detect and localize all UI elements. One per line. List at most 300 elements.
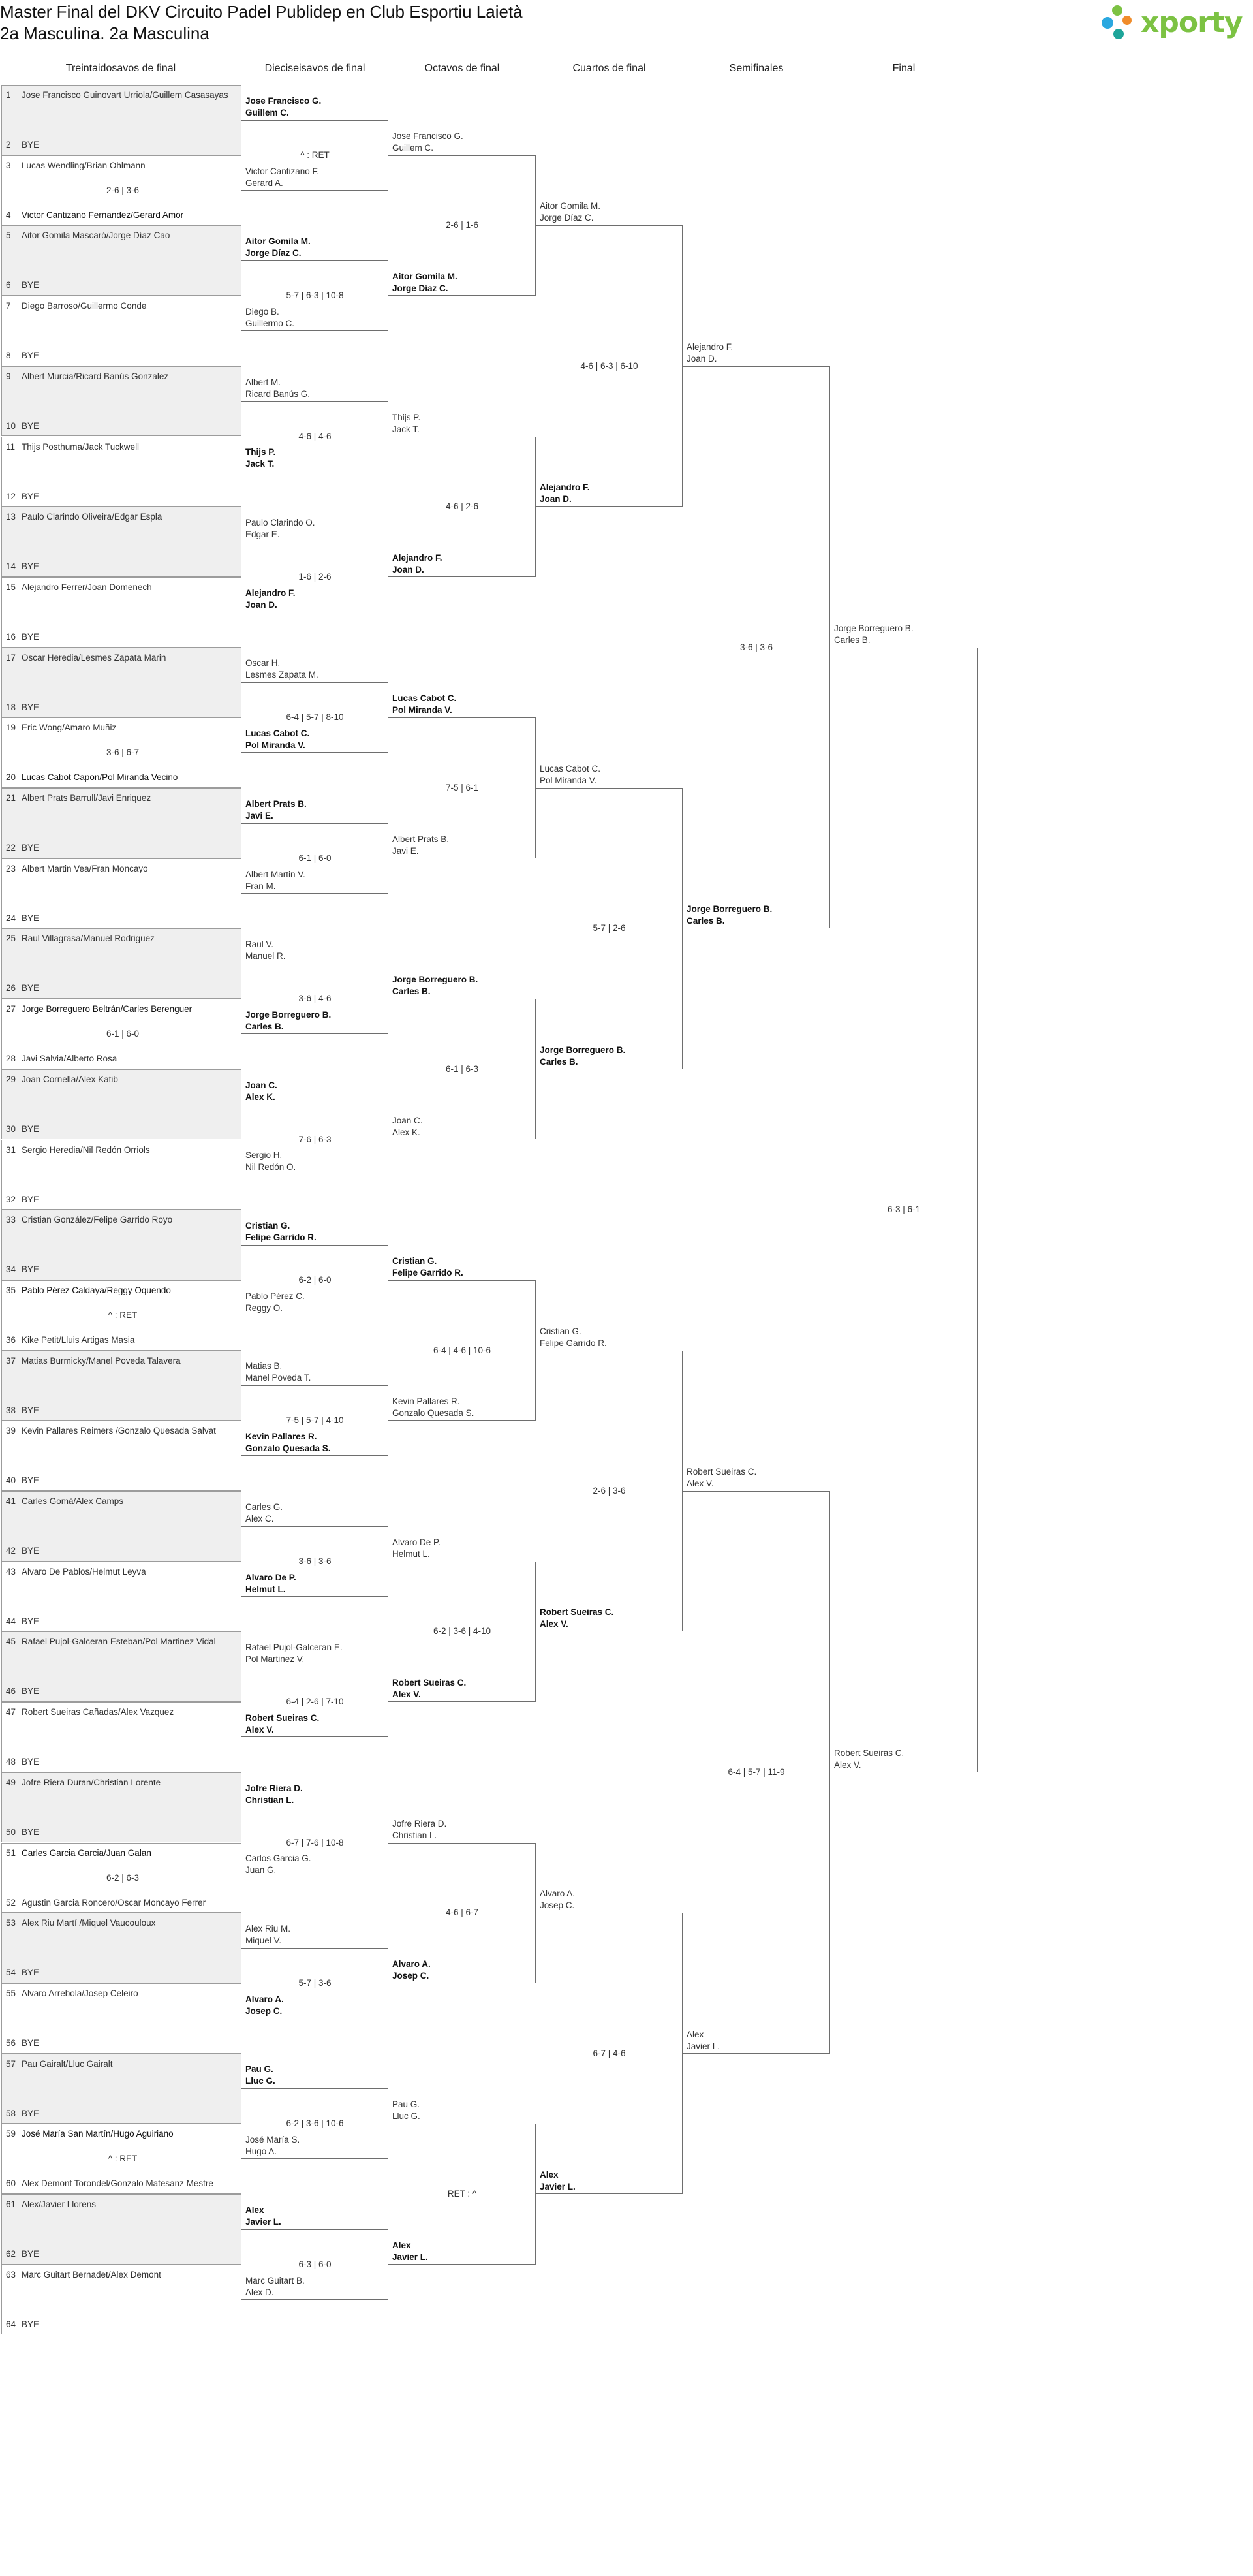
player-name[interactable]: Joan D. <box>687 353 717 364</box>
r32-match <box>1 1421 241 1491</box>
player-name[interactable]: Albert M. <box>245 377 281 387</box>
team-name[interactable]: Cristian González/Felipe Garrido Royo <box>22 1215 173 1225</box>
player-name[interactable]: Jorge Borreguero B. <box>392 975 478 985</box>
player-name[interactable]: Jack T. <box>392 424 420 434</box>
match-score: 3-6 | 3-6 <box>739 642 773 652</box>
match-score: 6-7 | 4-6 <box>593 2048 626 2058</box>
player-name[interactable]: Jorge Díaz C. <box>392 283 448 294</box>
seed-number: 35 <box>6 1285 16 1295</box>
match-score: 7-6 | 6-3 <box>298 1134 332 1144</box>
seed-number: 58 <box>6 2108 16 2118</box>
r32-match <box>1 296 241 366</box>
team-name[interactable]: José María San Martín/Hugo Aguiriano <box>22 2129 174 2139</box>
seed-number: 28 <box>6 1054 16 1064</box>
team-name[interactable]: Alvaro De Pablos/Helmut Leyva <box>22 1566 146 1577</box>
player-name[interactable]: Lluc G. <box>245 2076 275 2086</box>
player-name[interactable]: Jorge Díaz C. <box>540 213 594 223</box>
seed-number: 32 <box>6 1194 16 1204</box>
player-name[interactable]: Carles B. <box>540 1056 578 1067</box>
seed-number: 42 <box>6 1546 16 1556</box>
r32-match <box>1 1491 241 1562</box>
seed-number: 60 <box>6 2178 16 2189</box>
seed-number: 2 <box>6 140 11 149</box>
team-name[interactable]: BYE <box>22 702 40 712</box>
team-name[interactable]: BYE <box>22 1475 40 1486</box>
player-name[interactable]: Josep C. <box>392 1970 429 1981</box>
page-title: Master Final del DKV Circuito Padel Publidep en Club Esportiu Laietà <box>0 2 523 22</box>
player-name[interactable]: Alex V. <box>245 1724 274 1735</box>
player-name[interactable]: Javier L. <box>392 2252 428 2262</box>
player-name[interactable]: Miquel V. <box>245 1936 282 1946</box>
player-name[interactable]: Manuel R. <box>245 951 286 962</box>
team-name[interactable]: BYE <box>22 2108 40 2118</box>
seed-number: 63 <box>6 2269 16 2280</box>
player-name[interactable]: Alejandro F. <box>392 552 442 563</box>
player-name[interactable]: Diego B. <box>245 306 279 317</box>
seed-number: 54 <box>6 1968 16 1978</box>
seed-number: 17 <box>6 652 16 663</box>
seed-number: 38 <box>6 1405 16 1415</box>
team-name[interactable]: BYE <box>22 1757 40 1767</box>
seed-number: 21 <box>6 793 16 803</box>
player-name[interactable]: Lluc G. <box>392 2111 420 2122</box>
player-name[interactable]: Carles B. <box>687 916 725 926</box>
player-name[interactable]: Jose Francisco G. <box>245 95 322 106</box>
match-score: 4-6 | 4-6 <box>298 431 332 441</box>
seed-number: 13 <box>6 512 16 522</box>
team-name[interactable]: BYE <box>22 2037 40 2048</box>
player-name[interactable]: Robert Sueiras C. <box>834 1748 905 1758</box>
team-name[interactable]: BYE <box>22 561 40 572</box>
player-name[interactable]: Alex C. <box>245 1513 274 1524</box>
player-name[interactable]: Jack T. <box>245 459 275 469</box>
player-name[interactable]: Victor Cantizano F. <box>245 166 320 176</box>
logo-dot-green <box>1112 5 1122 16</box>
team-name[interactable]: BYE <box>22 1546 40 1556</box>
match-score: ^ : RET <box>108 1310 138 1320</box>
player-name[interactable]: Alvaro A. <box>540 1889 576 1899</box>
seed-number: 14 <box>6 561 16 572</box>
team-name[interactable]: BYE <box>22 1194 40 1204</box>
team-name[interactable]: Pablo Pérez Caldaya/Reggy Oquendo <box>22 1285 171 1295</box>
player-name[interactable]: Felipe Garrido R. <box>245 1233 317 1243</box>
player-name[interactable]: Marc Guitart B. <box>245 2275 305 2285</box>
team-name[interactable]: Jorge Borreguero Beltrán/Carles Berenguer <box>22 1004 193 1014</box>
r32-match <box>1 1280 241 1351</box>
team-name[interactable]: BYE <box>22 1686 40 1697</box>
player-name[interactable]: Jofre Riera D. <box>245 1783 303 1793</box>
seed-number: 44 <box>6 1616 16 1626</box>
player-name[interactable]: Jorge Borreguero B. <box>834 623 914 633</box>
seed-number: 19 <box>6 723 16 733</box>
player-name[interactable]: Carles B. <box>834 635 871 645</box>
team-name[interactable]: Victor Cantizano Fernandez/Gerard Amor <box>22 210 184 220</box>
seed-number: 49 <box>6 1777 16 1787</box>
player-name[interactable]: Joan D. <box>392 564 424 574</box>
r32-match <box>1 2194 241 2265</box>
match-score: 6-4 | 4-6 | 10-6 <box>433 1345 491 1355</box>
player-name[interactable]: Matias B. <box>245 1361 283 1372</box>
player-name[interactable]: Gonzalo Quesada S. <box>392 1408 474 1419</box>
player-name[interactable]: Kevin Pallares R. <box>245 1432 317 1442</box>
r32-match <box>1 1983 241 2054</box>
team-name[interactable]: Raul Villagrasa/Manuel Rodriguez <box>22 934 155 944</box>
match-score: 3-6 | 3-6 <box>298 1556 332 1566</box>
seed-number: 36 <box>6 1334 16 1345</box>
match-score: 6-2 | 6-0 <box>298 1274 332 1285</box>
team-name[interactable]: BYE <box>22 420 40 431</box>
player-name[interactable]: Joan C. <box>245 1080 277 1090</box>
player-name[interactable]: Joan D. <box>245 599 277 610</box>
match-score: 6-7 | 7-6 | 10-8 <box>286 1837 344 1847</box>
player-name[interactable]: Felipe Garrido R. <box>540 1338 607 1348</box>
team-name[interactable]: Paulo Clarindo Oliveira/Edgar Espla <box>22 512 162 522</box>
player-name[interactable]: Manel Poveda T. <box>245 1373 311 1383</box>
player-name[interactable]: Alvaro De P. <box>392 1537 441 1547</box>
match-score: 4-6 | 6-7 <box>445 1908 479 1918</box>
team-name[interactable]: Lucas Wendling/Brian Ohlmann <box>22 160 146 170</box>
seed-number: 53 <box>6 1918 16 1928</box>
r32-match <box>1 155 241 226</box>
team-name[interactable]: Carles Garcia Garcia/Juan Galan <box>22 1847 151 1858</box>
seed-number: 31 <box>6 1144 16 1155</box>
team-name[interactable]: BYE <box>22 280 40 291</box>
match-score: 6-3 | 6-0 <box>298 2259 332 2269</box>
r32-match <box>1 437 241 507</box>
player-name[interactable]: Aitor Gomila M. <box>245 236 311 247</box>
player-name[interactable]: Alex V. <box>687 1479 714 1488</box>
player-name[interactable]: Jose Francisco G. <box>392 131 463 141</box>
team-name[interactable]: Jofre Riera Duran/Christian Lorente <box>22 1777 161 1787</box>
player-name[interactable]: Carles B. <box>245 1021 284 1031</box>
player-name[interactable]: Cristian G. <box>540 1326 581 1336</box>
player-name[interactable]: Albert Prats B. <box>245 798 307 809</box>
player-name[interactable]: Pol Miranda V. <box>540 776 597 785</box>
player-name[interactable]: Joan C. <box>392 1115 423 1125</box>
player-name[interactable]: Robert Sueiras C. <box>687 1467 757 1477</box>
seed-number: 33 <box>6 1215 16 1225</box>
team-name[interactable]: Alex/Javier Llorens <box>22 2199 97 2209</box>
round-header: Dieciseisavos de final <box>264 63 365 74</box>
round-header: Cuartos de final <box>572 63 646 74</box>
player-name[interactable]: Pau G. <box>392 2099 420 2110</box>
team-name[interactable]: Alvaro Arrebola/Josep Celeiro <box>22 1988 138 1998</box>
r32-match <box>1 1702 241 1772</box>
match-score: 1-6 | 2-6 <box>298 571 332 582</box>
team-name[interactable]: Rafael Pujol-Galceran Esteban/Pol Martinez Vidal <box>22 1637 216 1647</box>
team-name[interactable]: BYE <box>22 1616 40 1626</box>
player-name[interactable]: Alex <box>392 2240 411 2250</box>
player-name[interactable]: José María S. <box>245 2135 300 2145</box>
team-name[interactable]: BYE <box>22 2249 40 2259</box>
round-header: Final <box>892 63 916 74</box>
player-name[interactable]: Lucas Cabot C. <box>392 693 457 704</box>
match-score: ^ : RET <box>108 2154 138 2164</box>
player-name[interactable]: Javier L. <box>245 2216 281 2227</box>
player-name[interactable]: Javi E. <box>392 845 419 856</box>
player-name[interactable]: Josep C. <box>245 2005 283 2016</box>
player-name[interactable]: Alex V. <box>392 1689 421 1700</box>
player-name[interactable]: Alex V. <box>834 1759 861 1770</box>
player-name[interactable]: Guillem C. <box>245 107 289 118</box>
r32-match <box>1 1631 241 1702</box>
match-score: 7-5 | 6-1 <box>445 783 479 793</box>
player-name[interactable]: Juan G. <box>245 1865 277 1876</box>
player-name[interactable]: Alvaro De P. <box>245 1572 296 1582</box>
team-name[interactable]: BYE <box>22 631 40 642</box>
seed-number: 16 <box>6 631 16 642</box>
r32-match <box>1 1913 241 1983</box>
seed-number: 9 <box>6 371 11 381</box>
team-name[interactable]: Diego Barroso/Guillermo Conde <box>22 301 147 311</box>
player-name[interactable]: Javier L. <box>687 2041 720 2051</box>
player-name[interactable]: Oscar H. <box>245 658 281 668</box>
team-name[interactable]: Lucas Cabot Capon/Pol Miranda Vecino <box>22 772 178 783</box>
player-name[interactable]: Jofre Riera D. <box>392 1818 447 1829</box>
player-name[interactable]: Alex D. <box>245 2287 274 2297</box>
match-score: 4-6 | 6-3 | 6-10 <box>580 360 638 371</box>
team-name[interactable]: BYE <box>22 2319 40 2329</box>
player-name[interactable]: Ricard Banús G. <box>245 388 311 399</box>
team-name[interactable]: Eric Wong/Amaro Muñiz <box>22 723 117 733</box>
seed-number: 15 <box>6 582 16 592</box>
player-name[interactable]: Alex <box>687 2029 704 2039</box>
match-score: 6-1 | 6-3 <box>445 1063 479 1074</box>
match-score: 4-6 | 2-6 <box>445 501 479 512</box>
match-score: 6-2 | 6-3 <box>106 1872 140 1883</box>
team-name[interactable]: BYE <box>22 843 40 853</box>
player-name[interactable]: Alejandro F. <box>540 482 590 493</box>
player-name[interactable]: Alejandro F. <box>687 341 734 352</box>
player-name[interactable]: Pablo Pérez C. <box>245 1291 305 1301</box>
player-name[interactable]: Reggy O. <box>245 1302 283 1313</box>
player-name[interactable]: Sergio H. <box>245 1150 283 1161</box>
seed-number: 22 <box>6 843 16 853</box>
r32-match <box>1 577 241 648</box>
player-name[interactable]: Thijs P. <box>245 447 276 458</box>
team-name[interactable]: BYE <box>22 351 40 361</box>
seed-number: 43 <box>6 1566 16 1577</box>
round-header: Semifinales <box>729 63 784 74</box>
team-name[interactable]: Albert Prats Barrull/Javi Enriquez <box>22 793 151 803</box>
player-name[interactable]: Fran M. <box>245 881 276 891</box>
seed-number: 23 <box>6 863 16 873</box>
player-name[interactable]: Alex <box>540 2170 559 2180</box>
match-score: 5-7 | 2-6 <box>593 923 626 934</box>
team-name[interactable]: Carles Gomà/Alex Camps <box>22 1496 124 1506</box>
match-score: 5-7 | 3-6 <box>298 1977 332 1988</box>
player-name[interactable]: Carles B. <box>392 986 431 997</box>
round-header: Octavos de final <box>424 63 500 74</box>
player-name[interactable]: Carlos Garcia G. <box>245 1853 311 1864</box>
player-name[interactable]: Aitor Gomila M. <box>540 201 601 212</box>
logo-text: xporty <box>1141 6 1243 39</box>
team-name[interactable]: BYE <box>22 1827 40 1837</box>
player-name[interactable]: Cristian G. <box>392 1255 437 1266</box>
r32-match <box>1 2054 241 2124</box>
player-name[interactable]: Albert Prats B. <box>392 834 450 844</box>
seed-number: 27 <box>6 1004 16 1014</box>
seed-number: 4 <box>6 210 11 220</box>
r32-match <box>1 85 241 155</box>
team-name[interactable]: Aitor Gomila Mascaró/Jorge Díaz Cao <box>22 230 170 241</box>
player-name[interactable]: Kevin Pallares R. <box>392 1396 460 1407</box>
team-name[interactable]: Kike Petit/Lluis Artigas Masia <box>22 1334 135 1345</box>
player-name[interactable]: Felipe Garrido R. <box>392 1267 463 1278</box>
match-score: 6-3 | 6-1 <box>887 1204 921 1215</box>
match-score: 6-4 | 5-7 | 11-9 <box>728 1767 785 1777</box>
player-name[interactable]: Robert Sueiras C. <box>245 1712 320 1723</box>
player-name[interactable]: Josep C. <box>540 1900 575 1911</box>
team-name[interactable]: Alex Riu Martí /Miquel Vaucouloux <box>22 1918 156 1928</box>
team-name[interactable]: Sergio Heredia/Nil Redón Orriols <box>22 1144 150 1155</box>
team-name[interactable]: Pau Gairalt/Lluc Gairalt <box>22 2058 113 2069</box>
player-name[interactable]: Alex V. <box>540 1619 568 1629</box>
player-name[interactable]: Alex K. <box>245 1092 275 1102</box>
match-score: 6-1 | 6-0 <box>106 1029 140 1039</box>
team-name[interactable]: Oscar Heredia/Lesmes Zapata Marin <box>22 652 166 663</box>
player-name[interactable]: Alex Riu M. <box>245 1924 291 1934</box>
r32-match <box>1 1843 241 1913</box>
player-name[interactable]: Cristian G. <box>245 1221 290 1231</box>
seed-number: 64 <box>6 2319 16 2329</box>
team-name[interactable]: Javi Salvia/Alberto Rosa <box>22 1054 117 1064</box>
player-name[interactable]: Guillermo C. <box>245 318 295 328</box>
seed-number: 40 <box>6 1475 16 1486</box>
seed-number: 47 <box>6 1707 16 1718</box>
seed-number: 57 <box>6 2058 16 2069</box>
seed-number: 62 <box>6 2249 16 2259</box>
player-name[interactable]: Edgar E. <box>245 529 280 540</box>
team-name[interactable]: BYE <box>22 983 40 994</box>
player-name[interactable]: Robert Sueiras C. <box>540 1607 614 1618</box>
player-name[interactable]: Pol Miranda V. <box>392 705 452 715</box>
player-name[interactable]: Thijs P. <box>392 412 421 422</box>
team-name[interactable]: Alejandro Ferrer/Joan Domenech <box>22 582 152 592</box>
logo-dot-blue <box>1102 17 1113 29</box>
player-name[interactable]: Christian L. <box>392 1830 437 1840</box>
player-name[interactable]: Pau G. <box>245 2064 273 2075</box>
round-header: Treintaidosavos de final <box>65 63 176 74</box>
match-score: 3-6 | 6-7 <box>106 747 140 758</box>
player-name[interactable]: Pol Martinez V. <box>245 1654 305 1665</box>
r32-match <box>1 2265 241 2335</box>
player-name[interactable]: Gerard A. <box>245 178 283 188</box>
team-name[interactable]: BYE <box>22 1264 40 1275</box>
player-name[interactable]: Lucas Cabot C. <box>540 764 601 774</box>
team-name[interactable]: Jose Francisco Guinovart Urriola/Guillem Casasayas <box>22 90 228 100</box>
xporty-logo[interactable] <box>1099 4 1249 44</box>
seed-number: 52 <box>6 1897 16 1908</box>
player-name[interactable]: Lucas Cabot C. <box>245 729 310 739</box>
r32-match <box>1 1351 241 1421</box>
player-name[interactable]: Alvaro A. <box>392 1958 431 1969</box>
team-name[interactable]: BYE <box>22 1968 40 1978</box>
player-name[interactable]: Jorge Díaz C. <box>245 248 302 259</box>
team-name[interactable]: BYE <box>22 491 40 501</box>
player-name[interactable]: Robert Sueiras C. <box>392 1678 467 1688</box>
match-score: 7-5 | 5-7 | 4-10 <box>286 1415 344 1426</box>
r32-match <box>1 717 241 788</box>
player-name[interactable]: Raul V. <box>245 939 274 950</box>
player-name[interactable]: Alejandro F. <box>245 588 296 598</box>
seed-number: 46 <box>6 1686 16 1697</box>
seed-number: 12 <box>6 491 16 501</box>
player-name[interactable]: Jorge Borreguero B. <box>687 904 773 915</box>
seed-number: 45 <box>6 1637 16 1647</box>
player-name[interactable]: Jorge Borreguero B. <box>540 1045 626 1055</box>
player-name[interactable]: Christian L. <box>245 1795 294 1805</box>
player-name[interactable]: Paulo Clarindo O. <box>245 518 315 528</box>
match-score: 6-2 | 3-6 | 4-10 <box>433 1626 491 1637</box>
seed-number: 1 <box>6 90 11 100</box>
match-score: 2-6 | 3-6 <box>593 1486 626 1496</box>
match-score: RET : ^ <box>447 2189 477 2199</box>
team-name[interactable]: Joan Cornella/Alex Katib <box>22 1074 118 1084</box>
player-name[interactable]: Aitor Gomila M. <box>392 272 457 282</box>
seed-number: 20 <box>6 772 16 783</box>
team-name[interactable]: Alex Demont Torondel/Gonzalo Matesanz Mestre <box>22 2178 213 2189</box>
page-subtitle: 2a Masculina. 2a Masculina <box>0 24 209 43</box>
r32-match <box>1 648 241 718</box>
seed-number: 18 <box>6 702 16 712</box>
player-name[interactable]: Albert Martin V. <box>245 869 305 879</box>
player-name[interactable]: Alvaro A. <box>245 1994 284 2004</box>
seed-number: 55 <box>6 1988 16 1998</box>
seed-number: 10 <box>6 420 16 431</box>
player-name[interactable]: Alex <box>245 2205 264 2215</box>
team-name[interactable]: Agustin Garcia Roncero/Oscar Moncayo Ferrer <box>22 1897 206 1908</box>
team-name[interactable]: BYE <box>22 913 40 923</box>
r32-match <box>1 366 241 437</box>
r32-match <box>1 1069 241 1140</box>
player-name[interactable]: Guillem C. <box>392 142 434 153</box>
team-name[interactable]: Marc Guitart Bernadet/Alex Demont <box>22 2269 161 2280</box>
match-score: 6-4 | 5-7 | 8-10 <box>286 712 344 723</box>
team-name[interactable]: Thijs Posthuma/Jack Tuckwell <box>22 441 140 452</box>
player-name[interactable]: Hugo A. <box>245 2146 277 2157</box>
player-name[interactable]: Rafael Pujol-Galceran E. <box>245 1642 343 1653</box>
r32-match <box>1 1210 241 1280</box>
seed-number: 51 <box>6 1847 16 1858</box>
player-name[interactable]: Jorge Borreguero B. <box>245 1009 332 1020</box>
seed-number: 3 <box>6 160 11 170</box>
team-name[interactable]: BYE <box>22 1405 40 1415</box>
player-name[interactable]: Helmut L. <box>392 1548 430 1559</box>
player-name[interactable]: Javier L. <box>540 2182 576 2191</box>
seed-number: 26 <box>6 983 16 994</box>
player-name[interactable]: Joan D. <box>540 494 572 505</box>
seed-number: 48 <box>6 1757 16 1767</box>
player-name[interactable]: Alex K. <box>392 1127 420 1137</box>
team-name[interactable]: Albert Murcia/Ricard Banús Gonzalez <box>22 371 169 381</box>
seed-number: 24 <box>6 913 16 923</box>
player-name[interactable]: Carles G. <box>245 1501 283 1512</box>
team-name[interactable]: BYE <box>22 140 40 149</box>
seed-number: 6 <box>6 280 11 291</box>
team-name[interactable]: Albert Martin Vea/Fran Moncayo <box>22 863 148 873</box>
player-name[interactable]: Pol Miranda V. <box>245 740 305 751</box>
player-name[interactable]: Lesmes Zapata M. <box>245 670 318 680</box>
team-name[interactable]: Robert Sueiras Cañadas/Alex Vazquez <box>22 1707 174 1718</box>
team-name[interactable]: Matias Burmicky/Manel Poveda Talavera <box>22 1355 181 1366</box>
team-name[interactable]: Kevin Pallares Reimers /Gonzalo Quesada Salvat <box>22 1426 216 1436</box>
player-name[interactable]: Helmut L. <box>245 1584 286 1594</box>
player-name[interactable]: Javi E. <box>245 810 273 821</box>
player-name[interactable]: Gonzalo Quesada S. <box>245 1443 331 1454</box>
player-name[interactable]: Nil Redón O. <box>245 1162 296 1172</box>
team-name[interactable]: BYE <box>22 1123 40 1134</box>
